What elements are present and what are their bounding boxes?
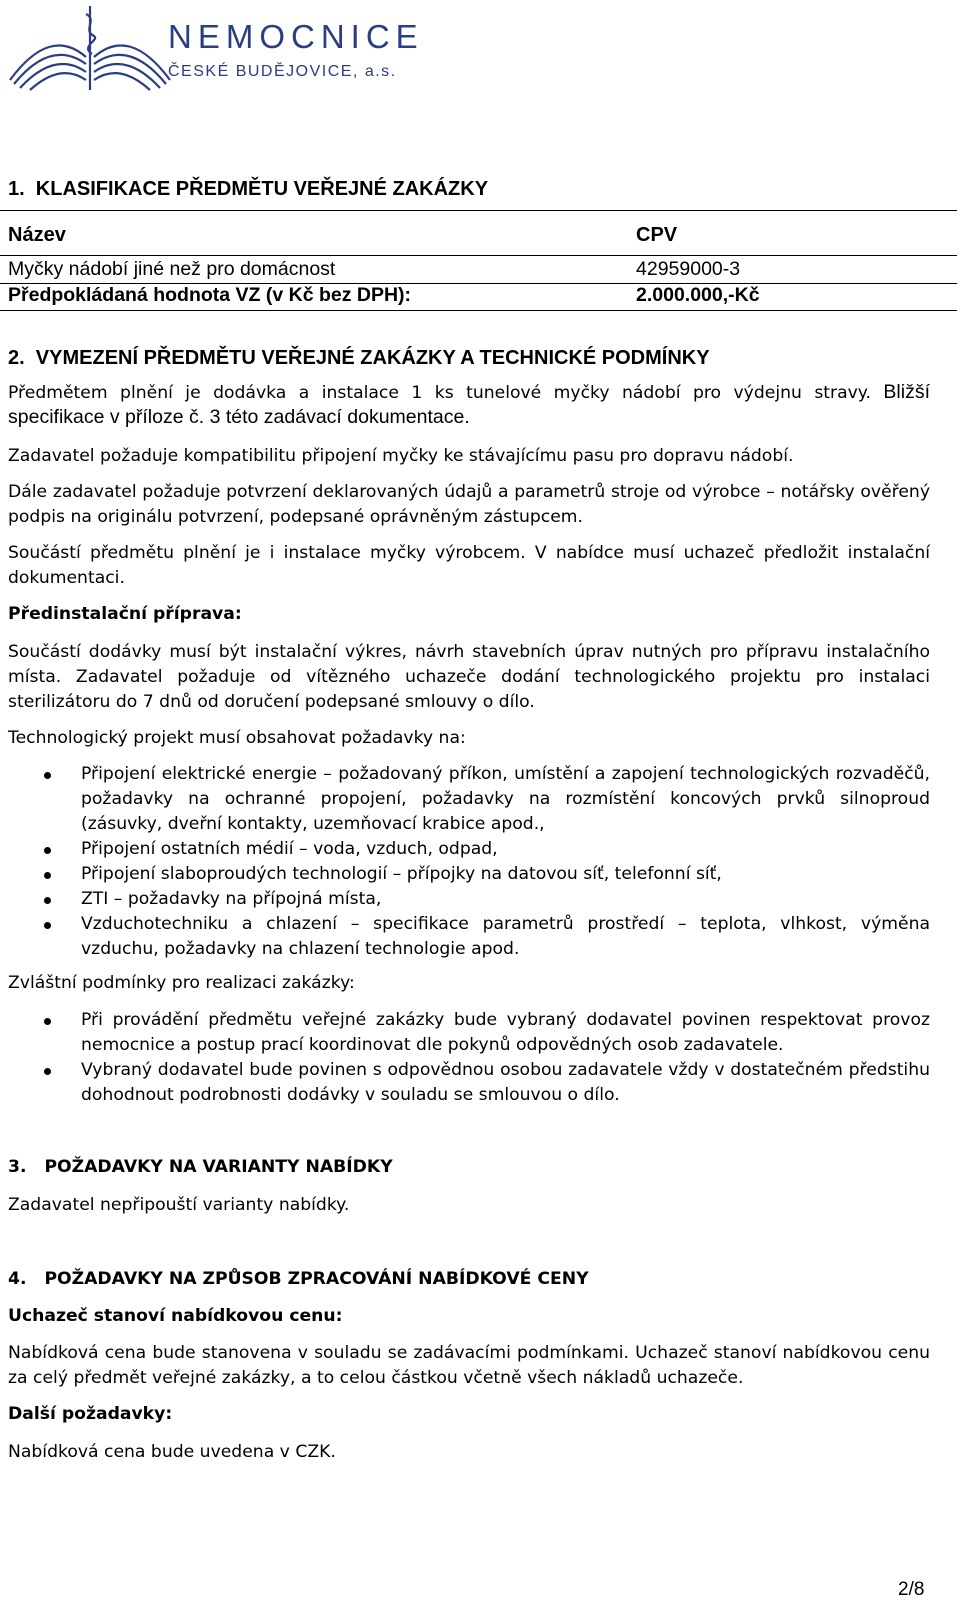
table-header-border: [0, 255, 957, 256]
page-number: 2/8: [898, 1579, 925, 1600]
section-3-heading: 3. POŽADAVKY NA VARIANTY NABÍDKY: [8, 1157, 393, 1177]
section-2-paragraph-3: Dále zadavatel požaduje potvrzení deklarovaných údajů a parametrů stroje od výrobce – notářsky ověřený podpis na originálu potvrzení, podepsané oprávněným zástupcem.: [8, 482, 930, 527]
table-cell-name: Myčky nádobí jiné než pro domácnost: [8, 258, 336, 280]
list-item: Připojení elektrické energie – požadovaný příkon, umístění a zapojení technologických rozvaděčů, požadavky na ochranné propojení, požadavky na rozmístění koncových prvků silnoproud (zásuvky, dveřní kontakty, uzemňovací krabice apod.,: [0, 762, 930, 837]
caduceus-wings-icon: [8, 2, 178, 92]
section-4-paragraph-1: Nabídková cena bude stanovena v souladu se zadávacími podmínkami. Uchazeč stanoví nabídkovou cenu za celý předmět veřejné zakázky, a to celou částkou včetně všech nákladů uchazeče.: [8, 1343, 930, 1388]
section-3-paragraph: Zadavatel nepřipouští varianty nabídky.: [8, 1195, 350, 1215]
other-requirements-heading: Další požadavky:: [8, 1404, 173, 1424]
list-item: Připojení slaboproudých technologií – přípojky na datovou síť, telefonní síť,: [0, 862, 930, 887]
paragraph-1-text: Předmětem plnění je dodávka a instalace 1 ks tunelové myčky nádobí pro výdejnu stravy.: [8, 383, 884, 403]
table-header-cpv: CPV: [636, 224, 678, 246]
bullet-icon: [44, 847, 51, 854]
list-item: Vzduchotechniku a chlazení – specifikace parametrů prostředí – teplota, vlhkost, výměna vzduchu, požadavky na chlazení technologie apod.: [0, 912, 930, 962]
section-1-heading: 1. KLASIFIKACE PŘEDMĚTU VEŘEJNÉ ZAKÁZKY: [8, 178, 489, 200]
preinstallation-heading: Předinstalační příprava:: [8, 604, 242, 624]
table-top-border: [0, 210, 957, 211]
section-4-heading: 4. POŽADAVKY NA ZPŮSOB ZPRACOVÁNÍ NABÍDKOVÉ CENY: [8, 1269, 589, 1289]
section-2-paragraph-7: Zvláštní podmínky pro realizaci zakázky:: [8, 973, 355, 993]
section-2-paragraph-4: Součástí předmětu plnění je i instalace myčky výrobcem. V nabídce musí uchazeč předložit instalační dokumentaci.: [8, 543, 930, 588]
bullet-icon: [44, 922, 51, 929]
section-2-paragraph-5: Součástí dodávky musí být instalační výkres, návrh stavebních úprav nutných pro přípravu instalačního místa. Zadavatel požaduje od vítězného uchazeče dodání technologického projektu pro instalaci sterilizátoru do 7 dnů od doručení podepsané smlouvy o dílo.: [8, 642, 930, 712]
table-cell-cpv: 42959000-3: [636, 258, 741, 280]
list-item: Připojení ostatních médií – voda, vzduch, odpad,: [0, 837, 930, 862]
bullet-icon: [44, 1018, 51, 1025]
logo-subtitle: ČESKÉ BUDĚJOVICE, a.s.: [168, 63, 397, 80]
section-2-heading: 2. VYMEZENÍ PŘEDMĚTU VEŘEJNÉ ZAKÁZKY A TECHNICKÉ PODMÍNKY: [8, 347, 710, 369]
technology-requirements-list: [0, 762, 930, 962]
bullet-icon: [44, 872, 51, 879]
section-2-paragraph-6: Technologický projekt musí obsahovat požadavky na:: [8, 728, 466, 748]
section-2-paragraph-2: Zadavatel požaduje kompatibilitu připojení myčky ke stávajícímu pasu pro dopravu nádobí.: [8, 446, 794, 466]
list-item: Při provádění předmětu veřejné zakázky bude vybraný dodavatel povinen respektovat provoz nemocnice a postup prací koordinovat dle pokynů odpovědných osob zadavatele.: [0, 1008, 930, 1058]
list-item: ZTI – požadavky na přípojná místa,: [0, 887, 930, 912]
bullet-icon: [44, 772, 51, 779]
special-conditions-list: [0, 1008, 930, 1108]
bullet-icon: [44, 1068, 51, 1075]
table-bottom-border: [0, 310, 957, 311]
section-2-paragraph-1: [8, 381, 930, 429]
bullet-icon: [44, 897, 51, 904]
table-header-name: Název: [8, 224, 66, 246]
table-cell-value-label: Předpokládaná hodnota VZ (v Kč bez DPH):: [8, 284, 412, 306]
section-4-paragraph-2: Nabídková cena bude uvedena v CZK.: [8, 1442, 336, 1462]
table-cell-value: 2.000.000,-Kč: [636, 284, 760, 306]
paragraph-1-annex-ref: Bližší specifikace v příloze č. 3 této zadávací dokumentace.: [8, 381, 930, 428]
logo-title: NEMOCNICE: [168, 18, 424, 55]
list-item: Vybraný dodavatel bude povinen s odpovědnou osobou zadavatele vždy v dostatečném předstihu dohodnout podrobnosti dodávky v souladu se smlouvou o dílo.: [0, 1058, 930, 1108]
bid-price-heading: Uchazeč stanoví nabídkovou cenu:: [8, 1306, 343, 1326]
